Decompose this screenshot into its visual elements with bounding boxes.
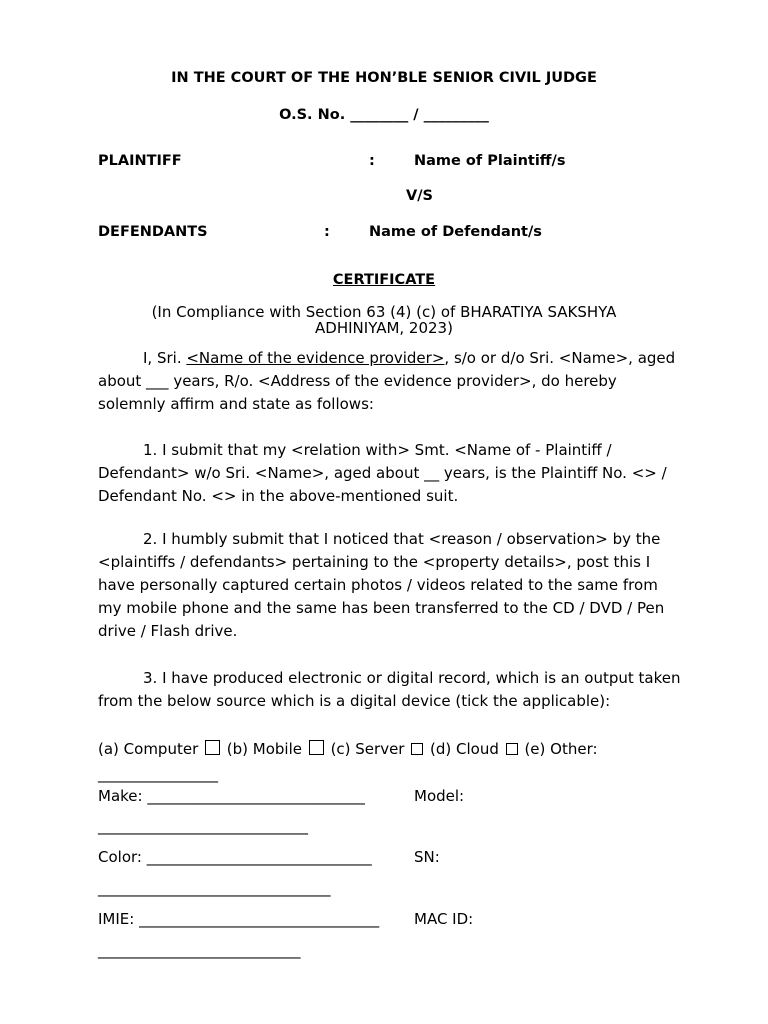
defendant-name: Name of Defendant/s bbox=[369, 224, 542, 240]
evidence-provider-name: <Name of the evidence provider> bbox=[186, 349, 445, 367]
plaintiff-name: Name of Plaintiff/s bbox=[414, 153, 566, 169]
mobile-checkbox[interactable] bbox=[309, 740, 324, 755]
option-mobile-label: (b) Mobile bbox=[226, 740, 302, 758]
model-blank[interactable]: ____________________________ bbox=[98, 817, 308, 835]
mac-id-label: MAC ID: bbox=[414, 910, 474, 928]
device-options bbox=[98, 740, 598, 758]
intro-prefix: I, Sri. bbox=[143, 349, 187, 367]
imie-field[interactable]: IMIE: ________________________________ bbox=[98, 910, 380, 928]
defendant-label: DEFENDANTS bbox=[98, 224, 208, 240]
make-field[interactable]: Make: _____________________________ bbox=[98, 787, 365, 805]
paragraph-3: 3. I have produced electronic or digital record, which is an output taken from the below source which is a digital device (tick the applicable): bbox=[98, 669, 681, 710]
mac-id-blank[interactable]: ___________________________ bbox=[98, 941, 301, 959]
color-field[interactable]: Color: ______________________________ bbox=[98, 848, 372, 866]
certificate-title-text: CERTIFICATE bbox=[332, 272, 436, 288]
paragraph-2: 2. I humbly submit that I noticed that <reason / observation> by the <plaintiffs / defendants> pertaining to the <property details>, post this I have personally captured certain photos / videos related to the same from my mobile phone and the same has been transferred to the CD / DVD / Pen drive / Flash drive. bbox=[98, 530, 665, 640]
cloud-checkbox[interactable] bbox=[506, 743, 518, 755]
option-cloud-label: (d) Cloud bbox=[430, 740, 499, 758]
os-number: O.S. No. ________ / _________ bbox=[279, 107, 489, 123]
option-server-label: (c) Server bbox=[330, 740, 405, 758]
sn-label: SN: bbox=[414, 848, 440, 866]
computer-checkbox[interactable] bbox=[205, 740, 220, 755]
server-checkbox[interactable] bbox=[411, 743, 423, 755]
intro-paragraph bbox=[98, 347, 686, 416]
intro-rest: , s/o or d/o Sri. <Name>, aged about ___ years, R/o. <Address of the evidence provider>, do hereby solemnly affirm and state as follows: bbox=[98, 349, 676, 413]
defendant-colon: : bbox=[324, 224, 330, 240]
option-other-label: (e) Other: bbox=[524, 740, 598, 758]
certificate-title bbox=[0, 272, 768, 288]
versus: V/S bbox=[406, 188, 433, 204]
plaintiff-colon: : bbox=[369, 153, 375, 169]
sn-blank[interactable]: _______________________________ bbox=[98, 879, 331, 897]
paragraph-1: 1. I submit that my <relation with> Smt. <Name of - Plaintiff / Defendant> w/o Sri. <Name>, aged about __ years, is the Plaintiff No. <> / Defendant No. <> in the above-mentioned suit. bbox=[98, 441, 667, 505]
certificate-subtitle-line1: (In Compliance with Section 63 (4) (c) of BHARATIYA SAKSHYA bbox=[151, 303, 617, 321]
option-computer-label: (a) Computer bbox=[98, 740, 199, 758]
other-blank[interactable]: ________________ bbox=[98, 765, 218, 783]
court-title: IN THE COURT OF THE HON’BLE SENIOR CIVIL JUDGE bbox=[171, 70, 597, 86]
plaintiff-label: PLAINTIFF bbox=[98, 153, 182, 169]
certificate-subtitle-line2: ADHINIYAM, 2023) bbox=[315, 319, 453, 337]
model-label: Model: bbox=[414, 787, 465, 805]
